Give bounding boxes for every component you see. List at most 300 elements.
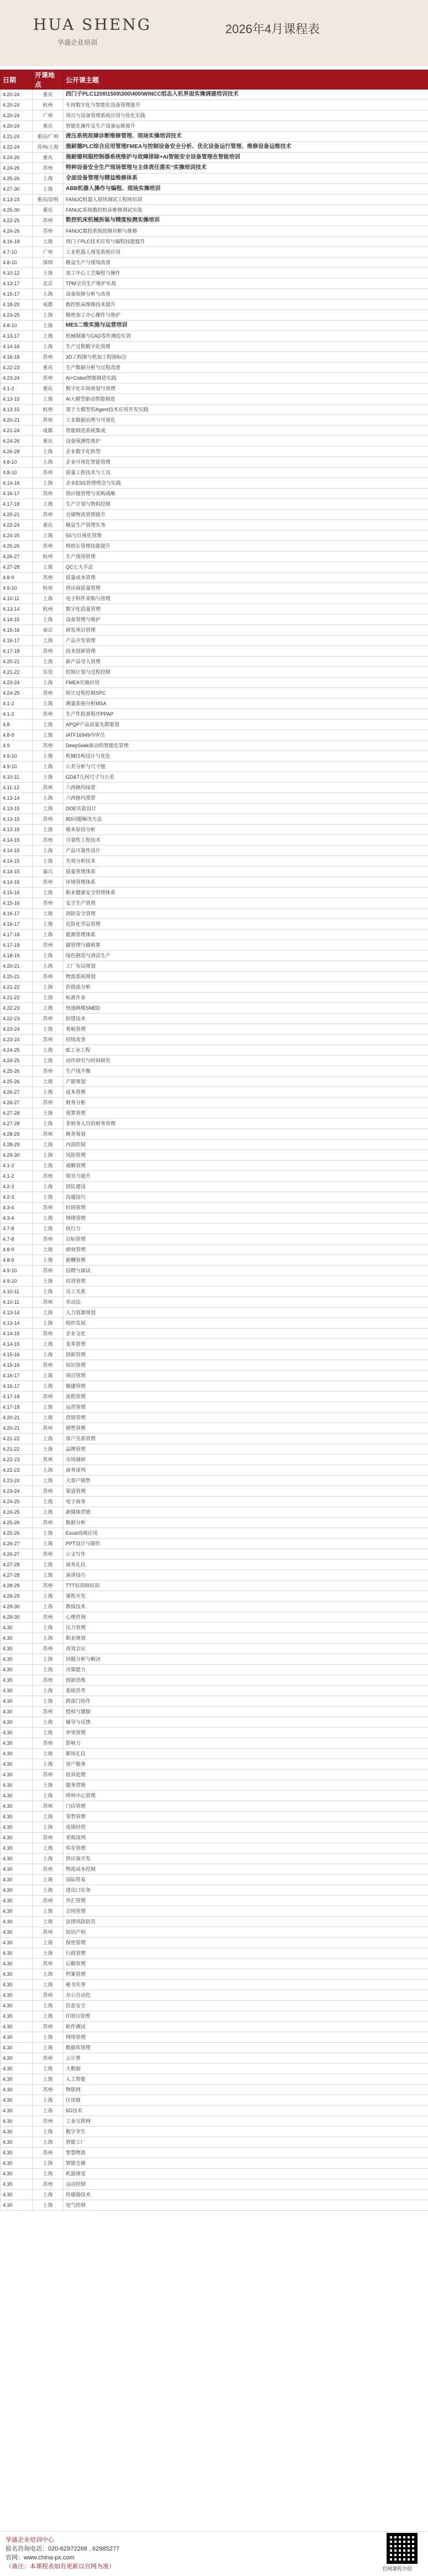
table-row <box>1 1507 428 1518</box>
city-cell: 重庆 <box>33 363 64 373</box>
city-cell: 杭州 <box>33 100 64 111</box>
table-row <box>1 1780 428 1791</box>
date-cell: 4.15-16 <box>1 1360 33 1371</box>
table-row <box>1 919 428 930</box>
table-row <box>1 1539 428 1549</box>
date-cell: 4.28-29 <box>1 1140 33 1150</box>
date-cell: 4.30 <box>1 2085 33 2095</box>
date-cell: 4.13-14 <box>1 1318 33 1329</box>
table-row <box>1 814 428 825</box>
title-cell: 液压系统故障诊断维修管理、现场实操培训技术 <box>64 132 428 142</box>
city-cell: 苏州 <box>33 1266 64 1276</box>
table-row <box>1 1990 428 2001</box>
city-cell: 苏州 <box>33 1833 64 1843</box>
title-cell: 公文写作 <box>64 1549 428 1560</box>
title-cell: 电气控制 <box>64 2200 428 2211</box>
city-cell: 上海 <box>33 730 64 741</box>
table-row <box>1 1182 428 1192</box>
city-cell: 苏州 <box>33 1234 64 1245</box>
title-cell: 跨部门协作 <box>64 1696 428 1707</box>
title-cell: 供应商开发 <box>64 1854 428 1864</box>
title-cell: 创新思维 <box>64 1675 428 1686</box>
city-cell: 苏州 <box>33 709 64 720</box>
date-cell: 4.23-24 <box>1 1035 33 1045</box>
city-cell: 苏州 <box>33 573 64 583</box>
table-row <box>1 1707 428 1717</box>
title-cell: 测量系统分析MSA <box>64 699 428 709</box>
date-cell: 4.30 <box>1 1990 33 2001</box>
table-row <box>1 1833 428 1843</box>
city-cell: 苏州 <box>33 352 64 363</box>
date-cell: 4.8-10 <box>1 457 33 468</box>
city-cell: 广州 <box>33 111 64 121</box>
table-row <box>1 1402 428 1413</box>
table-row <box>1 1234 428 1245</box>
table-row <box>1 846 428 856</box>
city-cell: 广州 <box>33 247 64 258</box>
title-cell: 价值流分析 <box>64 982 428 993</box>
city-cell: 成都 <box>33 300 64 310</box>
city-cell: 深圳 <box>33 258 64 268</box>
date-cell: 4.20-21 <box>1 972 33 982</box>
title-cell: 进出口实务 <box>64 1885 428 1896</box>
title-cell: GD&T几何尺寸与公差 <box>64 772 428 783</box>
date-cell: 4.30 <box>1 1644 33 1654</box>
city-cell: 上海 <box>33 657 64 667</box>
city-cell: 苏州 <box>33 1171 64 1182</box>
title-cell: 安全生产管理 <box>64 898 428 909</box>
city-cell: 上海 <box>33 2169 64 2179</box>
city-cell: 上海 <box>33 1980 64 1990</box>
city-cell: 上海 <box>33 1917 64 1927</box>
title-cell: DeepSeek驱动的智能化管理 <box>64 741 428 751</box>
title-cell: 可靠性工程技术 <box>64 835 428 846</box>
city-cell: 上海 <box>33 825 64 835</box>
table-row <box>1 174 428 184</box>
title-cell: FMEA实施应用 <box>64 678 428 688</box>
city-cell: 上海 <box>33 184 64 195</box>
table-row <box>1 1318 428 1329</box>
title-cell: 品牌管理 <box>64 1444 428 1455</box>
city-cell: 上海 <box>33 751 64 762</box>
city-cell: 上海 <box>33 237 64 247</box>
city-cell: 上海 <box>33 531 64 541</box>
table-row <box>1 1287 428 1297</box>
date-cell: 4.30 <box>1 1696 33 1707</box>
city-cell: 苏州 <box>33 1927 64 1938</box>
table-row <box>1 1581 428 1591</box>
date-cell: 4.29-30 <box>1 1150 33 1161</box>
title-cell: 机器视觉 <box>64 2169 428 2179</box>
title-cell: 设备管理与维护 <box>64 615 428 625</box>
date-cell: 4.21-22 <box>1 1444 33 1455</box>
title-cell: 失效分析技术 <box>64 856 428 867</box>
table-row <box>1 1434 428 1444</box>
table-row <box>1 310 428 321</box>
table-row <box>1 741 428 751</box>
city-cell: 杭州 <box>33 552 64 562</box>
city-cell: 上海 <box>33 919 64 930</box>
title-cell: 加工中心工艺编程与操作 <box>64 268 428 279</box>
table-row <box>1 825 428 835</box>
date-cell: 4.20-24 <box>1 111 33 121</box>
city-cell: 上海 <box>33 1938 64 1948</box>
table-row <box>1 1329 428 1339</box>
title-cell: 运营管理 <box>64 1402 428 1413</box>
date-cell: 4.16-17 <box>1 489 33 499</box>
date-cell: 4.25-26 <box>1 1077 33 1087</box>
title-cell: 商务礼仪 <box>64 1560 428 1570</box>
title-cell: 产能规划 <box>64 1077 428 1087</box>
city-cell: 苏州 <box>33 2053 64 2064</box>
date-cell: 4.13-14 <box>1 604 33 615</box>
city-cell: 上海 <box>33 1665 64 1675</box>
city-cell: 上海 <box>33 1371 64 1381</box>
date-cell: 4.10-11 <box>1 1297 33 1308</box>
table-row <box>1 751 428 762</box>
city-cell: 上海 <box>33 1318 64 1329</box>
city-cell: 苏州 <box>33 373 64 384</box>
table-row <box>1 1959 428 1969</box>
date-cell: 4.30 <box>1 1759 33 1770</box>
city-cell: 苏州 <box>33 1329 64 1339</box>
title-cell: 电子料件采购与管理 <box>64 594 428 604</box>
title-cell: 决策能力 <box>64 1665 428 1675</box>
title-cell: 8D问题解决方法 <box>64 814 428 825</box>
title-cell: 服务营销 <box>64 1780 428 1791</box>
table-row <box>1 909 428 919</box>
city-cell: 重庆 <box>33 384 64 394</box>
title-cell: 客户服务 <box>64 1759 428 1770</box>
title-cell: 根本原因分析 <box>64 825 428 835</box>
city-cell: 苏州 <box>33 1066 64 1077</box>
city-cell: 上海 <box>33 1140 64 1150</box>
title-cell: 课程开发 <box>64 1591 428 1602</box>
title-cell: 质量管理体系 <box>64 867 428 877</box>
date-cell: 4.14-15 <box>1 877 33 888</box>
date-cell: 4.24-26 <box>1 436 33 447</box>
table-row <box>1 1486 428 1497</box>
date-cell: 4.22-24 <box>1 520 33 531</box>
table-row <box>1 1392 428 1402</box>
title-cell: 基于大模型的Agent技术应用开发实践 <box>64 405 428 415</box>
city-cell: 上海 <box>33 1948 64 1959</box>
city-cell: 东莞 <box>33 667 64 678</box>
date-cell: 4.30 <box>1 1917 33 1927</box>
city-cell: 上海 <box>33 331 64 342</box>
title-cell: 施耐德伺服控制器系统维护与故障排除+AI智能安全设备管理在智能培训 <box>64 153 428 163</box>
city-cell: 苏州 <box>33 1360 64 1371</box>
table-row <box>1 1728 428 1738</box>
title-cell: 快速换模SMED <box>64 1003 428 1014</box>
date-cell: 4.16-17 <box>1 1381 33 1392</box>
title-cell: 渠道管理 <box>64 1486 428 1497</box>
date-cell: 4.23-24 <box>1 678 33 688</box>
table-row <box>1 573 428 583</box>
table-row <box>1 1560 428 1570</box>
table-row <box>1 121 428 132</box>
table-row <box>1 2137 428 2148</box>
title-cell: 标准作业 <box>64 993 428 1003</box>
column-header-title: 公开课主题 <box>64 70 428 90</box>
city-cell: 苏州 <box>33 1707 64 1717</box>
table-row <box>1 1339 428 1350</box>
date-cell: 4.30 <box>1 2116 33 2127</box>
city-cell: 上海 <box>33 174 64 184</box>
city-cell: 上海 <box>33 1570 64 1581</box>
date-cell: 4.30 <box>1 1801 33 1812</box>
date-cell: 4.30 <box>1 1864 33 1875</box>
table-row <box>1 216 428 226</box>
title-cell: 危险化学品管理 <box>64 919 428 930</box>
date-cell: 4.21-22 <box>1 982 33 993</box>
date-cell: 4.13-17 <box>1 279 33 289</box>
title-cell: 战略管理 <box>64 1161 428 1171</box>
title-cell: 供应链管理与采购战略 <box>64 489 428 499</box>
date-cell: 4.30 <box>1 1833 33 1843</box>
qr-code-icon[interactable] <box>387 2533 418 2564</box>
title-cell: 持续改善 <box>64 1035 428 1045</box>
table-row <box>1 142 428 153</box>
table-row <box>1 1035 428 1045</box>
table-row <box>1 1980 428 1990</box>
title-cell: 数字化车间规划与管理 <box>64 384 428 394</box>
city-cell: 上海 <box>33 1045 64 1056</box>
title-cell: 后勤管理 <box>64 1959 428 1969</box>
title-cell: 生产现场管理 <box>64 552 428 562</box>
city-cell: 上海 <box>33 1381 64 1392</box>
city-cell: 上海 <box>33 1308 64 1318</box>
title-cell: 薪酬管理 <box>64 1255 428 1266</box>
title-cell: 企业可视化智能管理 <box>64 457 428 468</box>
table-row <box>1 1297 428 1308</box>
title-cell: 心理咨询 <box>64 1612 428 1623</box>
city-cell: 苏州 <box>33 1203 64 1213</box>
title-cell: AI大模型驱动智能制造 <box>64 394 428 405</box>
title-cell: 5G技术 <box>64 2106 428 2116</box>
date-cell: 4.1-2 <box>1 1171 33 1182</box>
title-cell: 精益生产管理实务 <box>64 520 428 531</box>
title-cell: 人力资源规划 <box>64 1308 428 1318</box>
title-cell: 系统思考 <box>64 1686 428 1696</box>
city-cell: 上海 <box>33 961 64 972</box>
date-cell: 4.22-23 <box>1 1455 33 1465</box>
date-cell: 4.23-24 <box>1 1486 33 1497</box>
date-cell: 4.30 <box>1 1633 33 1644</box>
title-cell: 生产数据分析与过程改进 <box>64 363 428 373</box>
title-cell: TPM全员生产维护实战 <box>64 279 428 289</box>
table-row <box>1 552 428 562</box>
table-row <box>1 1087 428 1098</box>
table-row <box>1 1759 428 1770</box>
city-cell: 苏州 <box>33 541 64 552</box>
title-cell: 数控机床维修技术提升 <box>64 300 428 310</box>
table-row <box>1 100 428 111</box>
footer <box>0 2531 428 2576</box>
city-cell: 苏州 <box>33 1990 64 2001</box>
date-cell: 4.24-26 <box>1 153 33 163</box>
date-cell: 4.23-24 <box>1 1476 33 1486</box>
title-cell: 班组长管理技能提升 <box>64 541 428 552</box>
title-cell: 电子商务 <box>64 1497 428 1507</box>
table-row <box>1 835 428 846</box>
date-cell: 4.30 <box>1 1875 33 1885</box>
city-cell: 上海 <box>33 394 64 405</box>
city-cell: 苏州 <box>33 1644 64 1654</box>
city-cell: 苏州 <box>33 1486 64 1497</box>
date-cell: 4.13-17 <box>1 331 33 342</box>
table-row <box>1 405 428 415</box>
city-cell: 上海 <box>33 1413 64 1423</box>
date-cell: 4.30 <box>1 2074 33 2085</box>
city-cell: 上海 <box>33 1854 64 1864</box>
date-cell: 4.30 <box>1 1927 33 1938</box>
date-cell: 4.8-9 <box>1 1255 33 1266</box>
title-cell: 市场调研 <box>64 1455 428 1465</box>
city-cell: 上海 <box>33 447 64 457</box>
date-cell: 4.27-28 <box>1 562 33 573</box>
city-cell: 上海 <box>33 1476 64 1486</box>
title-cell: 供应商质量管理 <box>64 583 428 594</box>
title-cell: 人工智能 <box>64 2074 428 2085</box>
city-cell: 上海 <box>33 1591 64 1602</box>
date-cell: 4.15-17 <box>1 289 33 300</box>
table-row <box>1 1885 428 1896</box>
date-cell: 4.30 <box>1 1980 33 1990</box>
date-cell: 4.27-28 <box>1 1108 33 1119</box>
date-cell: 4.17-18 <box>1 930 33 940</box>
date-cell: 4.25-26 <box>1 541 33 552</box>
table-row <box>1 1381 428 1392</box>
title-cell: 特种设备安全生产现场管理与主体责任落实“实操培训技术 <box>64 163 428 174</box>
title-cell: 传感器技术 <box>64 2190 428 2200</box>
table-row <box>1 762 428 772</box>
city-cell: 上海 <box>33 1539 64 1549</box>
date-cell: 4.17-18 <box>1 646 33 657</box>
date-cell: 4.30 <box>1 1938 33 1948</box>
table-row <box>1 1276 428 1287</box>
city-cell: 苏州 <box>33 468 64 478</box>
date-cell: 4.1-2 <box>1 709 33 720</box>
date-cell: 4.30 <box>1 1885 33 1896</box>
date-cell: 4.14-15 <box>1 1339 33 1350</box>
city-cell: 苏州 <box>33 646 64 657</box>
city-cell: 上海 <box>33 1686 64 1696</box>
city-cell: 上海 <box>33 1150 64 1161</box>
title-cell: 生产过程数字化管理 <box>64 342 428 352</box>
table-row <box>1 615 428 625</box>
table-row <box>1 1465 428 1476</box>
title-cell: 设备预测性维护 <box>64 436 428 447</box>
table-row <box>1 111 428 121</box>
date-cell: 4.21-24 <box>1 132 33 142</box>
table-row <box>1 1192 428 1203</box>
title-cell: 3D工程图与机加工程图标注 <box>64 352 428 363</box>
title-cell: FANUC机器人现场调试工程师培训 <box>64 195 428 205</box>
city-cell: 上海 <box>33 720 64 730</box>
city-cell: 杭州 <box>33 604 64 615</box>
table-row <box>1 856 428 867</box>
city-cell: 苏州 <box>33 940 64 951</box>
city-cell: 苏州 <box>33 2022 64 2032</box>
date-cell: 4.23-24 <box>1 1024 33 1035</box>
date-cell: 4.27-30 <box>1 184 33 195</box>
title-cell: 连锁经营 <box>64 1822 428 1833</box>
table-row <box>1 1119 428 1129</box>
date-cell: 4.30 <box>1 1843 33 1854</box>
city-cell: 杭州 <box>33 405 64 415</box>
title-cell: 职业规划 <box>64 1633 428 1644</box>
city-cell: 重庆 <box>33 520 64 531</box>
table-row <box>1 1213 428 1224</box>
title-cell: 职场礼仪 <box>64 1749 428 1759</box>
date-cell: 4.30 <box>1 2190 33 2200</box>
title-cell: 行政管理 <box>64 1948 428 1959</box>
date-cell: 4.16-17 <box>1 909 33 919</box>
date-cell: 4.28-29 <box>1 1591 33 1602</box>
date-cell: 4.20-21 <box>1 657 33 667</box>
table-row <box>1 226 428 237</box>
city-cell: 苏州 <box>33 1770 64 1780</box>
table-row <box>1 205 428 216</box>
date-cell: 4.30 <box>1 2022 33 2032</box>
title-cell: 职业健康安全管理体系 <box>64 888 428 898</box>
city-cell: 上海 <box>33 1245 64 1255</box>
title-cell: 数控机床机械拆装与精度检测实操培训 <box>64 216 428 226</box>
title-cell: 能源管理体系 <box>64 930 428 940</box>
city-cell: 苏州 <box>33 1014 64 1024</box>
table-row <box>1 2158 428 2169</box>
title-cell: ABB机器人操作与编程、现场实操培训 <box>64 184 428 195</box>
city-cell: 上海 <box>33 342 64 352</box>
date-cell: 4.30 <box>1 2127 33 2137</box>
date-cell: 4.20-21 <box>1 961 33 972</box>
title-cell: 碳管理与碳核算 <box>64 940 428 951</box>
table-row <box>1 1518 428 1528</box>
table-row <box>1 163 428 174</box>
title-cell: PPT设计与制作 <box>64 1539 428 1549</box>
title-cell: 组织发展 <box>64 1318 428 1329</box>
city-cell: 苏州 <box>33 1098 64 1108</box>
title-cell: 企业数字化转型 <box>64 447 428 457</box>
table-row <box>1 1528 428 1539</box>
date-cell: 4.24-25 <box>1 531 33 541</box>
table-row <box>1 1308 428 1318</box>
table-row <box>1 898 428 909</box>
city-cell: 上海 <box>33 1759 64 1770</box>
city-cell: 重庆 <box>33 205 64 216</box>
city-cell: 苏州 <box>33 783 64 793</box>
title-cell: 零售管理 <box>64 1812 428 1822</box>
table-row <box>1 1738 428 1749</box>
title-cell: 情绪管理 <box>64 1213 428 1224</box>
logo: HUA SHENG <box>33 15 151 34</box>
title-cell: 工业机器人视觉系统应用 <box>64 247 428 258</box>
city-cell: 苏州 <box>33 1549 64 1560</box>
table-row <box>1 1686 428 1696</box>
title-cell: 变革管理 <box>64 1339 428 1350</box>
city-cell: 苏州 <box>33 489 64 499</box>
table-row <box>1 1717 428 1728</box>
table-row <box>1 667 428 678</box>
date-cell: 4.14-15 <box>1 846 33 856</box>
city-cell: 上海 <box>33 2043 64 2053</box>
date-cell: 4.20-24 <box>1 90 33 100</box>
title-cell: 研发项目管理 <box>64 625 428 636</box>
title-cell: 执行力 <box>64 1224 428 1234</box>
date-cell: 4.22-23 <box>1 1003 33 1014</box>
footer-website[interactable]: 官网：www.china-px.com <box>6 2553 75 2562</box>
